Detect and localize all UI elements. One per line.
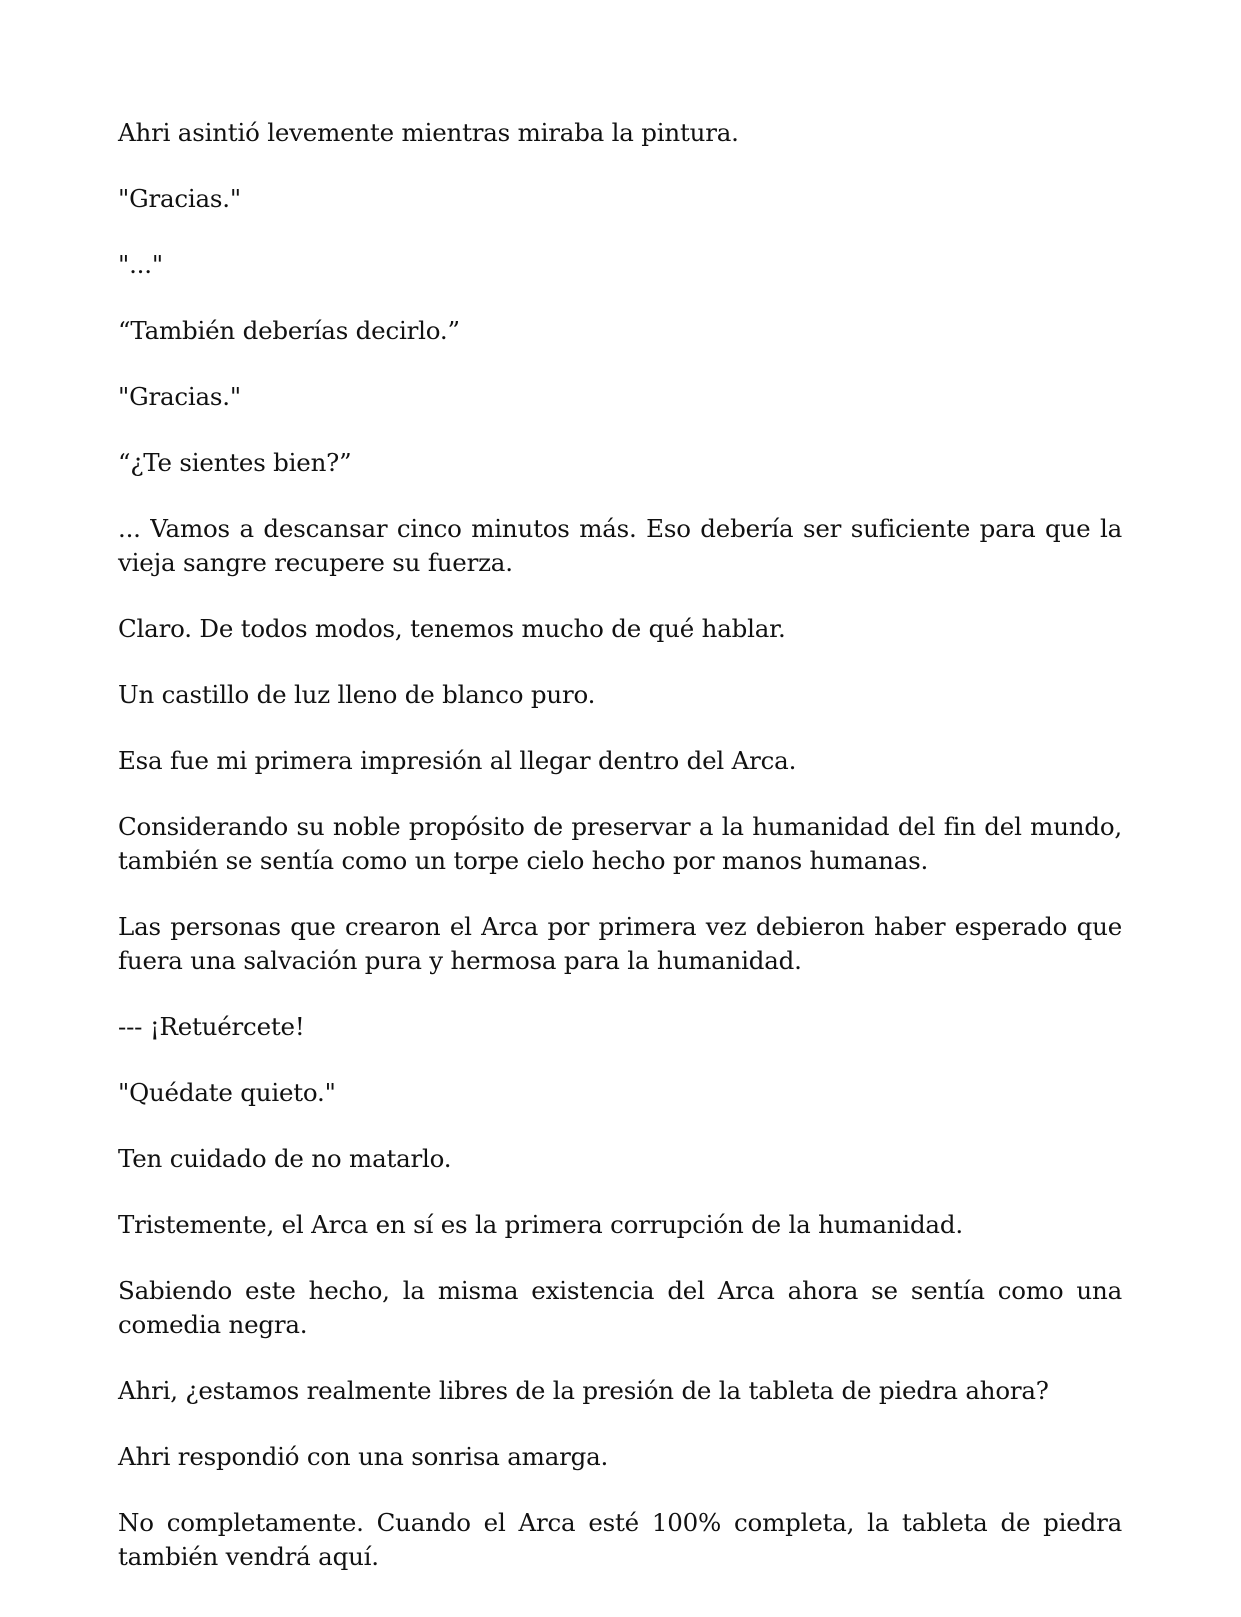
paragraph: --- ¡Retuércete!	[118, 1012, 305, 1041]
paragraph: "Quédate quieto."	[118, 1078, 336, 1107]
paragraph: "Gracias."	[118, 382, 241, 411]
paragraph: Esa fue mi primera impresión al llegar dentro del Arca.	[118, 746, 797, 775]
paragraph: Ahri respondió con una sonrisa amarga.	[118, 1442, 609, 1471]
paragraph: "Gracias."	[118, 184, 241, 213]
paragraph: No completamente. Cuando el Arca esté 100% completa, la tableta de piedra también vendrá aquí.	[118, 1508, 1122, 1571]
paragraph: Un castillo de luz lleno de blanco puro.	[118, 680, 596, 709]
paragraph: “También deberías decirlo.”	[118, 316, 460, 345]
text-body	[118, 116, 1122, 1606]
paragraph: Ahri asintió levemente mientras miraba la pintura.	[118, 118, 739, 147]
paragraph: Sabiendo este hecho, la misma existencia del Arca ahora se sentía como una comedia negra.	[118, 1276, 1122, 1339]
paragraph: Ahri, ¿estamos realmente libres de la presión de la tableta de piedra ahora?	[118, 1376, 1049, 1405]
paragraph: "..."	[118, 250, 163, 279]
paragraph: Considerando su noble propósito de preservar a la humanidad del fin del mundo, también se sentía como un torpe cielo hecho por manos humanas.	[118, 812, 1122, 875]
paragraph: ... Vamos a descansar cinco minutos más. Eso debería ser suficiente para que la vieja sangre recupere su fuerza.	[118, 514, 1122, 577]
paragraph: Claro. De todos modos, tenemos mucho de qué hablar.	[118, 614, 786, 643]
paragraph: Ten cuidado de no matarlo.	[118, 1144, 452, 1173]
paragraph: “¿Te sientes bien?”	[118, 448, 352, 477]
paragraph: Las personas que crearon el Arca por primera vez debieron haber esperado que fuera una salvación pura y hermosa para la humanidad.	[118, 912, 1122, 975]
paragraph: Tristemente, el Arca en sí es la primera corrupción de la humanidad.	[118, 1210, 963, 1239]
